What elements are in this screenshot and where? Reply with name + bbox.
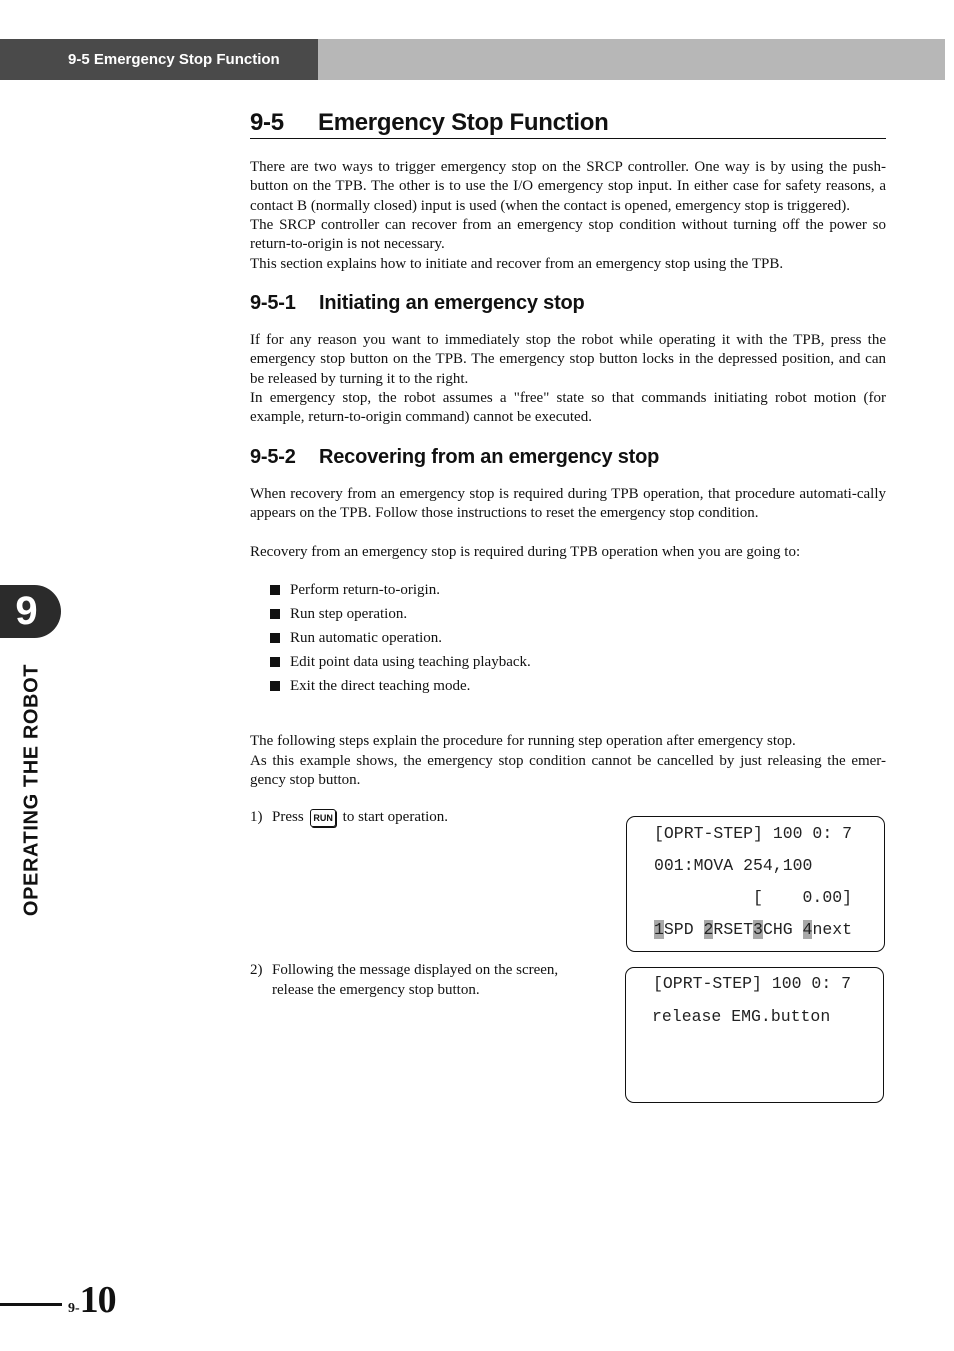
step-number: 2): [250, 962, 263, 978]
step-1: [250, 808, 590, 828]
step-text: [272, 808, 590, 828]
list-item-text: Perform return-to-origin.: [290, 582, 440, 598]
lcd-line: [OPRT-STEP] 100 0: 7: [653, 974, 852, 993]
list-item: [270, 650, 531, 674]
bullet-square-icon: [270, 609, 280, 619]
bullet-square-icon: [270, 681, 280, 691]
sub1-paragraph-2: In emergency stop, the robot assumes a "free" state so that commands initiating robot motion (for example, return-to-origin command) cannot be executed.: [250, 390, 886, 426]
lcd-softkey-label: next: [812, 920, 853, 939]
bullet-square-icon: [270, 585, 280, 595]
step-text-after: to start operation.: [342, 809, 449, 825]
running-header-label: 9-5 Emergency Stop Function: [68, 51, 280, 68]
subsection-title-2: [250, 444, 886, 470]
lcd-softkey-label: CHG: [762, 920, 803, 939]
bullet-list: [270, 578, 531, 698]
lcd-menu-line: [654, 920, 852, 940]
bullet-square-icon: [270, 633, 280, 643]
list-item-text: Edit point data using teaching playback.: [290, 654, 531, 670]
sub2-paragraph-1: When recovery from an emergency stop is required during TPB operation, that procedure automati-cally appears on the TPB. Follow those instructions to reset the emergency stop condition.: [250, 486, 886, 522]
subsection-number-2: 9-5-2: [250, 446, 296, 468]
lcd-line: [ 0.00]: [654, 888, 853, 907]
chapter-side-label-text: OPERATING THE ROBOT: [20, 663, 43, 917]
intro-paragraph-2: The SRCP controller can recover from an emergency stop condition without turning off the power so return-to-origin is not necessary.: [250, 217, 886, 253]
header-bar-fill: [318, 39, 945, 80]
lcd-softkey-4: 4: [802, 920, 813, 939]
lcd-line: 001:MOVA 254,100: [654, 856, 813, 875]
list-item-text: Run step operation.: [290, 606, 408, 622]
footer-rule: [0, 1303, 62, 1306]
lcd-line: [OPRT-STEP] 100 0: 7: [654, 824, 853, 843]
page-number-value: 10: [79, 1279, 116, 1321]
chapter-number: 9: [15, 589, 38, 633]
subsection-title-text-1: Initiating an emergency stop: [319, 292, 585, 314]
step-2: [250, 961, 590, 1000]
list-item: [270, 602, 531, 626]
list-item: [270, 674, 531, 698]
subsection-title-1: [250, 290, 886, 316]
sub2-paragraph-4: As this example shows, the emergency stop condition cannot be cancelled by just releasing the emer-gency stop button.: [250, 753, 886, 789]
step-text-line-2: release the emergency stop button.: [272, 981, 480, 998]
step-text-line-1: Following the message displayed on the screen,: [272, 962, 559, 978]
lcd-softkey-2: 2: [703, 920, 714, 939]
sub1-paragraph-1: If for any reason you want to immediately stop the robot while operating it with the TPB, press the emergency stop button on the TPB. The emergency stop button locks in the depressed position, and can be released by turning it to the right.: [250, 332, 886, 387]
intro-paragraph-1: There are two ways to trigger emergency stop on the SRCP controller. One way is by using the push-button on the TPB. The other is to use the I/O emergency stop input. In either case for safety reasons, a contact B (normally closed) input is used (when the contact is opened, emergency stop is triggered).: [250, 159, 886, 214]
lcd-softkey-label: RSET: [713, 920, 754, 939]
step-text-before: Press: [272, 809, 304, 825]
list-item-text: Exit the direct teaching mode.: [290, 678, 471, 694]
run-key-icon: RUN: [310, 809, 336, 827]
list-item: [270, 626, 531, 650]
sub2-paragraph-2: Recovery from an emergency stop is required during TPB operation when you are going to:: [250, 544, 801, 560]
bullet-square-icon: [270, 657, 280, 667]
lcd-softkey-1: 1: [654, 920, 664, 939]
list-item-text: Run automatic operation.: [290, 630, 443, 646]
section-title-text: Emergency Stop Function: [318, 109, 609, 136]
intro-paragraph-3: This section explains how to initiate and recover from an emergency stop using the TPB.: [250, 256, 784, 272]
lcd-line: release EMG.button: [652, 1007, 831, 1026]
page-number: [68, 1278, 116, 1322]
lcd-screen-1: [626, 816, 885, 952]
page-number-prefix: 9-: [68, 1301, 80, 1316]
running-header: [0, 39, 318, 80]
sub2-paragraph-3: The following steps explain the procedure for running step operation after emergency stop.: [250, 733, 796, 749]
lcd-softkey-3: 3: [753, 920, 763, 939]
subsection-title-text-2: Recovering from an emergency stop: [319, 446, 660, 468]
step-number: 1): [250, 809, 263, 825]
chapter-tab: [0, 585, 61, 638]
list-item: [270, 578, 531, 602]
lcd-screen-2: [625, 967, 884, 1103]
section-number: 9-5: [250, 109, 284, 136]
lcd-softkey-label: SPD: [663, 920, 704, 939]
section-title: [250, 107, 886, 139]
subsection-number-1: 9-5-1: [250, 292, 296, 314]
